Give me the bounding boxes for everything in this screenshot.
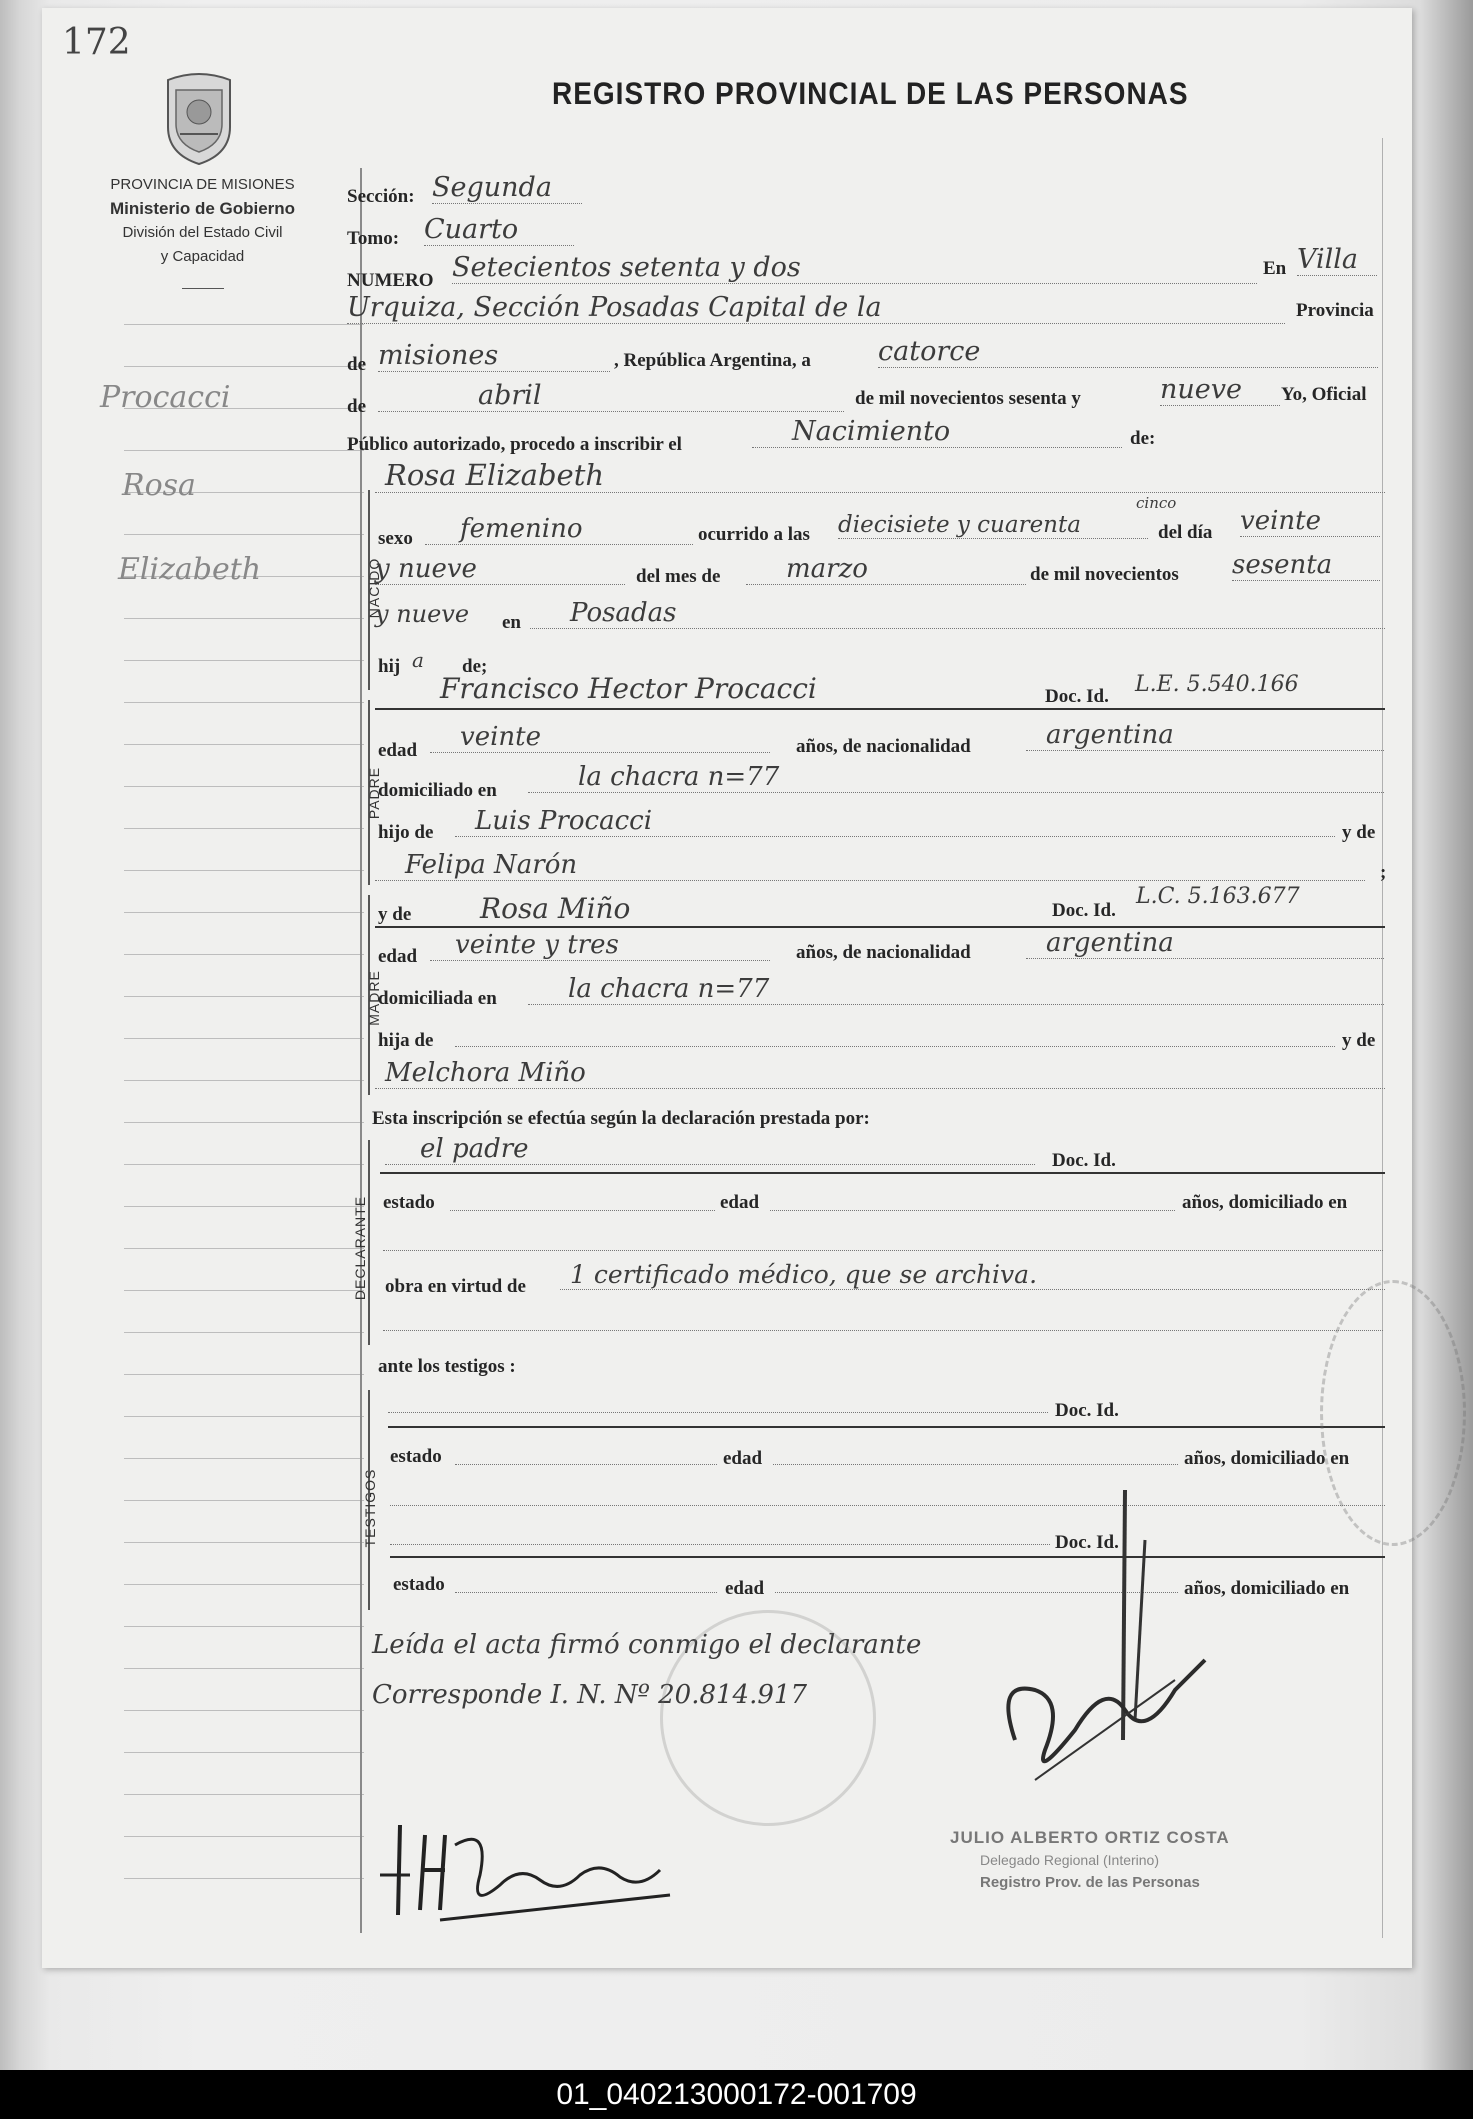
ocurrido-label: ocurrido a las	[698, 524, 810, 545]
margin-ruled-line	[124, 1836, 364, 1837]
ministry-label: Ministerio de Gobierno	[109, 199, 296, 218]
padre-doc-value: L.E. 5.540.166	[1135, 672, 1299, 697]
padre-label: PADRE	[366, 766, 382, 820]
tomo-label: Tomo:	[347, 228, 400, 249]
division-label-2: y Capacidad	[160, 248, 245, 265]
ante-testigos-label: ante los testigos :	[378, 1356, 516, 1377]
file-id-footer: 01_040213000172-001709	[0, 2070, 1473, 2119]
margin-ruled-line	[124, 324, 364, 325]
margin-ruled-line	[124, 1290, 364, 1291]
margin-ruled-line	[124, 1248, 364, 1249]
padre-y-de-value: Felipa Narón	[375, 850, 1365, 881]
declarante-estado-line	[450, 1210, 715, 1211]
mes-value: abril	[378, 380, 844, 412]
padre-semicolon: ;	[1380, 862, 1387, 883]
corner-number: 172	[62, 22, 131, 63]
yo-oficial-label: Yo, Oficial	[1281, 384, 1367, 405]
del-mes-label: del mes de	[636, 566, 721, 587]
declarante-signature	[370, 1815, 690, 1940]
madre-domiciliada-label: domiciliada en	[378, 988, 497, 1009]
declarante-bracket	[368, 1140, 370, 1345]
margin-ruled-line	[124, 1626, 364, 1627]
margin-ruled-line	[124, 450, 364, 451]
margin-ruled-line	[124, 1584, 364, 1585]
margin-ruled-line	[124, 618, 364, 619]
margin-ruled-line	[124, 1206, 364, 1207]
declarante-anos-dom-label: años, domiciliado en	[1182, 1192, 1348, 1213]
padre-hijo-de-label: hijo de	[378, 822, 434, 843]
declarante-dom-line	[383, 1250, 1383, 1251]
anio-nac-value-2: y nueve	[375, 600, 470, 628]
acto-value: Nacimiento	[752, 416, 1122, 448]
province-crest-icon	[158, 72, 240, 172]
margin-ruled-line	[124, 1752, 364, 1753]
declarante-edad-label: edad	[720, 1192, 760, 1213]
madre-edad-value: veinte y tres	[430, 930, 770, 961]
testigo2-doc-label: Doc. Id.	[1055, 1532, 1119, 1553]
declarante-rule	[380, 1172, 1385, 1174]
seccion-value: Segunda	[432, 172, 582, 204]
testigo1-dom-line	[390, 1505, 1385, 1506]
testigo2-anos-dom-label: años, domiciliado en	[1184, 1578, 1350, 1599]
provincia-label: Provincia	[1296, 300, 1374, 321]
de-colon-label: de:	[1130, 428, 1156, 449]
declarante-extra-line	[383, 1330, 1383, 1331]
margin-ruled-line	[124, 1458, 364, 1459]
madre-nac-value: argentina	[1026, 928, 1384, 959]
margin-ruled-line	[124, 1164, 364, 1165]
hij-suffix: a	[412, 648, 424, 672]
hij-label: hij	[378, 656, 401, 677]
mes-nac-value: marzo	[746, 554, 1026, 585]
madre-dom-value: la chacra n=77	[528, 974, 1384, 1005]
margin-ruled-line	[124, 1416, 364, 1417]
testigo1-edad-label: edad	[723, 1448, 763, 1469]
testigo1-rule	[388, 1426, 1385, 1428]
en-label: En	[1263, 258, 1287, 279]
madre-nombre: Rosa Miño	[480, 892, 631, 925]
madre-hija-de-line	[455, 1046, 1335, 1047]
testigo2-edad-label: edad	[725, 1578, 765, 1599]
document-title: REGISTRO PROVINCIAL DE LAS PERSONAS	[552, 76, 1189, 111]
madre-edad-label: edad	[378, 946, 418, 967]
anio-value: nueve	[1160, 374, 1280, 406]
testigo1-anos-dom-label: años, domiciliado en	[1184, 1448, 1350, 1469]
dia-nac-value-2: y nueve	[375, 554, 625, 585]
nacido-label: NACIDO	[366, 557, 382, 619]
testigo2-estado-line	[455, 1592, 717, 1593]
madre-y-de-label-2: y de	[1342, 1030, 1376, 1051]
margin-ruled-line	[124, 1794, 364, 1795]
publico-label: Público autorizado, procedo a inscribir el	[347, 434, 682, 455]
en-value: Villa	[1297, 244, 1377, 276]
padre-edad-label: edad	[378, 740, 418, 761]
sexo-label: sexo	[378, 528, 413, 549]
margin-name-2: Elizabeth	[118, 552, 262, 587]
republica-label: , República Argentina, a	[614, 350, 811, 371]
testigo1-doc-label: Doc. Id.	[1055, 1400, 1119, 1421]
margin-ruled-line	[124, 1080, 364, 1081]
edge-seal	[1320, 1280, 1466, 1546]
margin-ruled-line	[124, 744, 364, 745]
padre-hijo-de-value: Luis Procacci	[455, 806, 1335, 837]
margin-ruled-line	[124, 954, 364, 955]
obra-value: 1 certificado médico, que se archiva.	[560, 1260, 1385, 1290]
de-mil-label: de mil novecientos	[1030, 564, 1179, 585]
madre-doc-value: L.C. 5.163.677	[1136, 884, 1300, 909]
header-divider	[182, 288, 224, 289]
testigo2-rule	[390, 1556, 1385, 1558]
anio-nac-value: sesenta	[1232, 550, 1380, 581]
testigo1-name-line	[388, 1412, 1048, 1413]
testigo2-estado-label: estado	[393, 1574, 445, 1595]
margin-ruled-line	[124, 366, 364, 367]
hora-value: diecisiete y cuarenta	[838, 512, 1148, 539]
de-label-1: de	[347, 354, 366, 375]
padre-dom-value: la chacra n=77	[528, 762, 1384, 793]
margin-ruled-line	[124, 1374, 364, 1375]
de-mil-sesenta-label: de mil novecientos sesenta y	[855, 388, 1081, 409]
lugar-value: Urquiza, Sección Posadas Capital de la	[347, 292, 1285, 324]
padre-top-rule	[375, 708, 1385, 710]
division-label-1: División del Estado Civil	[122, 224, 283, 241]
madre-anos-nac-label: años, de nacionalidad	[796, 942, 971, 963]
stamp-line-2: Delegado Regional (Interino)	[980, 1852, 1159, 1868]
padre-domiciliado-label: domiciliado en	[378, 780, 497, 801]
margin-ruled-line	[124, 534, 364, 535]
margin-ruled-line	[124, 1668, 364, 1669]
margin-ruled-line	[124, 912, 364, 913]
province-label: PROVINCIA DE MISIONES	[110, 176, 295, 193]
margin-surname: Procacci	[100, 380, 231, 415]
declaracion-label: Esta inscripción se efectúa según la declaración prestada por:	[372, 1108, 870, 1129]
madre-y-de-value: Melchora Miño	[375, 1058, 1385, 1089]
nombre-value: Rosa Elizabeth	[375, 458, 1385, 493]
margin-ruled-line	[124, 1332, 364, 1333]
declarante-estado-label: estado	[383, 1192, 435, 1213]
margin-ruled-line	[124, 828, 364, 829]
padre-doc-label: Doc. Id.	[1045, 686, 1109, 707]
madre-hija-de-label: hija de	[378, 1030, 434, 1051]
testigo2-name-line	[390, 1544, 1050, 1545]
hora-extra: cinco	[1136, 494, 1177, 512]
margin-ruled-line	[124, 1542, 364, 1543]
seccion-label: Sección:	[347, 186, 415, 207]
declarante-value: el padre	[385, 1134, 1035, 1165]
oficial-signature	[975, 1480, 1235, 1825]
tomo-value: Cuarto	[424, 214, 574, 246]
testigo1-estado-label: estado	[390, 1446, 442, 1467]
padre-nombre: Francisco Hector Procacci	[440, 672, 817, 705]
faint-seal	[660, 1610, 876, 1826]
provincia-value: misiones	[378, 340, 610, 372]
nota-corresponde: Corresponde I. N. Nº 20.814.917	[372, 1680, 807, 1710]
testigos-label: TESTIGOS	[362, 1468, 378, 1548]
margin-ruled-line	[124, 870, 364, 871]
margin-ruled-line	[124, 786, 364, 787]
declarante-label: DECLARANTE	[352, 1195, 368, 1301]
numero-value: Setecientos setenta y dos	[452, 252, 1257, 284]
padre-nac-value: argentina	[1026, 720, 1384, 751]
margin-ruled-line	[124, 1038, 364, 1039]
obra-label: obra en virtud de	[385, 1276, 526, 1297]
lugar-nac-value: Posadas	[530, 598, 1385, 629]
dia-value: catorce	[878, 336, 1378, 368]
nota-leida: Leída el acta firmó conmigo el declarante	[372, 1630, 922, 1660]
madre-doc-label: Doc. Id.	[1052, 900, 1116, 921]
de-label-2: de	[347, 396, 366, 417]
testigo1-estado-line	[455, 1464, 717, 1465]
stamp-line-3: Registro Prov. de las Personas	[980, 1874, 1200, 1891]
numero-label: NUMERO	[347, 270, 434, 291]
madre-label: MADRE	[366, 970, 382, 1026]
margin-ruled-line	[124, 1500, 364, 1501]
testigo1-edad-line	[773, 1464, 1178, 1465]
margin-name-1: Rosa	[122, 468, 196, 503]
margin-ruled-line	[124, 702, 364, 703]
margin-divider	[360, 168, 362, 1933]
stamp-line-1: JULIO ALBERTO ORTIZ COSTA	[950, 1828, 1230, 1847]
margin-ruled-line	[124, 996, 364, 997]
declarante-doc-label: Doc. Id.	[1052, 1150, 1116, 1171]
en-lower-label: en	[502, 612, 521, 633]
declarante-edad-line	[770, 1210, 1175, 1211]
padre-anos-nac-label: años, de nacionalidad	[796, 736, 971, 757]
margin-ruled-line	[124, 660, 364, 661]
dia-nac-value: veinte	[1240, 506, 1380, 537]
de-semicolon-label: de;	[462, 656, 488, 677]
padre-y-de-label: y de	[1342, 822, 1376, 843]
padre-edad-value: veinte	[430, 722, 770, 753]
right-border	[1382, 138, 1383, 1938]
del-dia-label: del día	[1158, 522, 1213, 543]
margin-ruled-line	[124, 1710, 364, 1711]
margin-ruled-line	[124, 1122, 364, 1123]
madre-y-de-label: y de	[378, 904, 412, 925]
margin-ruled-line	[124, 1878, 364, 1879]
sexo-value: femenino	[425, 514, 693, 545]
